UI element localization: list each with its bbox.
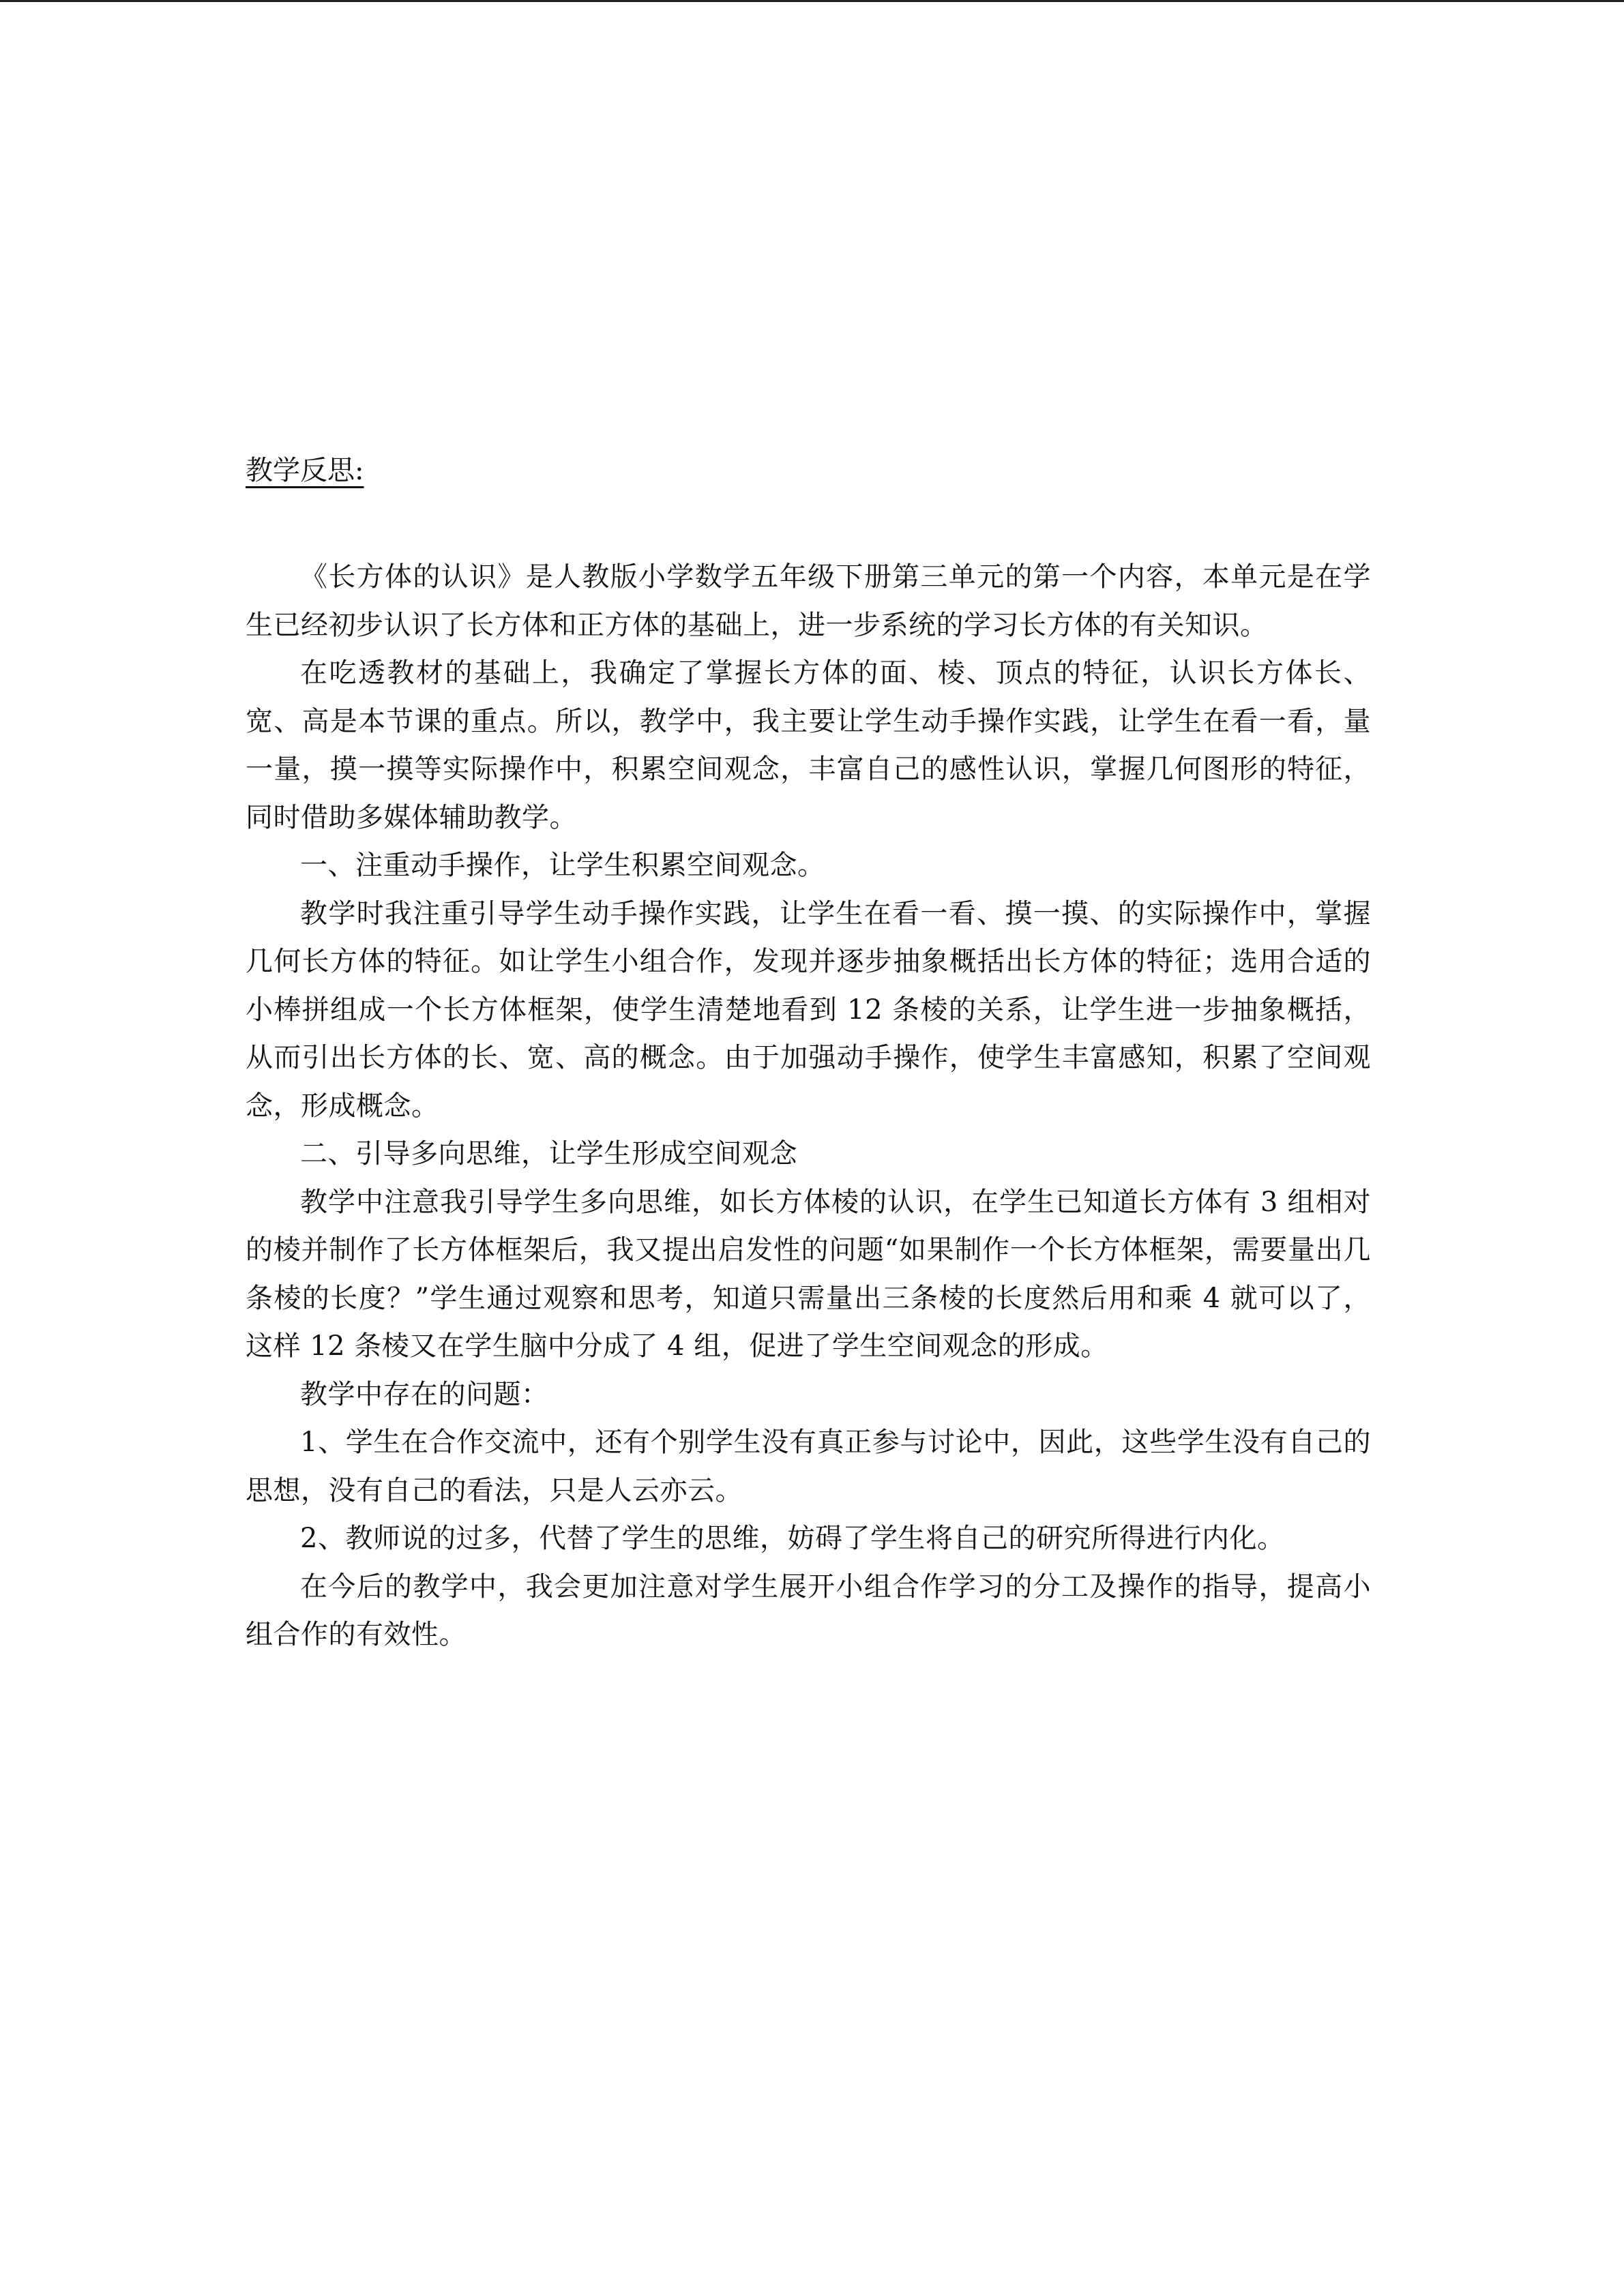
problems-heading: 教学中存在的问题： bbox=[300, 1378, 549, 1410]
problem-item-1: 1、学生在合作交流中，还有个别学生没有真正参与讨论中，因此，这些学生没有自己的思想，没有自己的看法，只是人云亦云。 bbox=[246, 1427, 1371, 1506]
paragraph-section-1: 教学时我注重引导学生动手操作实践，让学生在看一看、摸一摸、的实际操作中，掌握几何长方体的特征。如让学生小组合作，发现并逐步抽象概括出长方体的特征；选用合适的小棒拼组成一个长方体框架，使学生清楚地看到 12 条棱的关系，让学生进一步抽象概括，从而引出长方体的长、宽、高的概念。由于加强动手操作，使学生丰富感知，积累了空间观念，形成概念。 bbox=[246, 897, 1371, 1122]
page-top-border bbox=[0, 0, 1624, 2]
paragraph-conclusion: 在今后的教学中，我会更加注意对学生展开小组合作学习的分工及操作的指导，提高小组合作的有效性。 bbox=[246, 1570, 1371, 1650]
document-heading: 教学反思: bbox=[246, 455, 364, 486]
document-body bbox=[246, 447, 1371, 1659]
section-heading-1: 一、注重动手操作，让学生积累空间观念。 bbox=[300, 850, 825, 881]
paragraph-section-2: 教学中注意我引导学生多向思维，如长方体棱的认识，在学生已知道长方体有 3 组相对的棱并制作了长方体框架后，我又提出启发性的问题“如果制作一个长方体框架，需要量出几条棱的长度？”学生通过观察和思考，知道只需量出三条棱的长度然后用和乘 4 就可以了，这样 12 条棱又在学生脑中分成了 4 组，促进了学生空间观念的形成。 bbox=[246, 1186, 1371, 1362]
paragraph-focus: 在吃透教材的基础上，我确定了掌握长方体的面、棱、顶点的特征，认识长方体长、宽、高是本节课的重点。所以，教学中，我主要让学生动手操作实践，让学生在看一看，量一量，摸一摸等实际操作中，积累空间观念，丰富自己的感性认识，掌握几何图形的特征，同时借助多媒体辅助教学。 bbox=[246, 657, 1371, 833]
problem-item-2: 2、教师说的过多，代替了学生的思维，妨碍了学生将自己的研究所得进行内化。 bbox=[300, 1523, 1285, 1554]
section-heading-2: 二、引导多向思维，让学生形成空间观念 bbox=[300, 1138, 797, 1169]
paragraph-intro: 《长方体的认识》是人教版小学数学五年级下册第三单元的第一个内容，本单元是在学生已经初步认识了长方体和正方体的基础上，进一步系统的学习长方体的有关知识。 bbox=[246, 561, 1371, 641]
